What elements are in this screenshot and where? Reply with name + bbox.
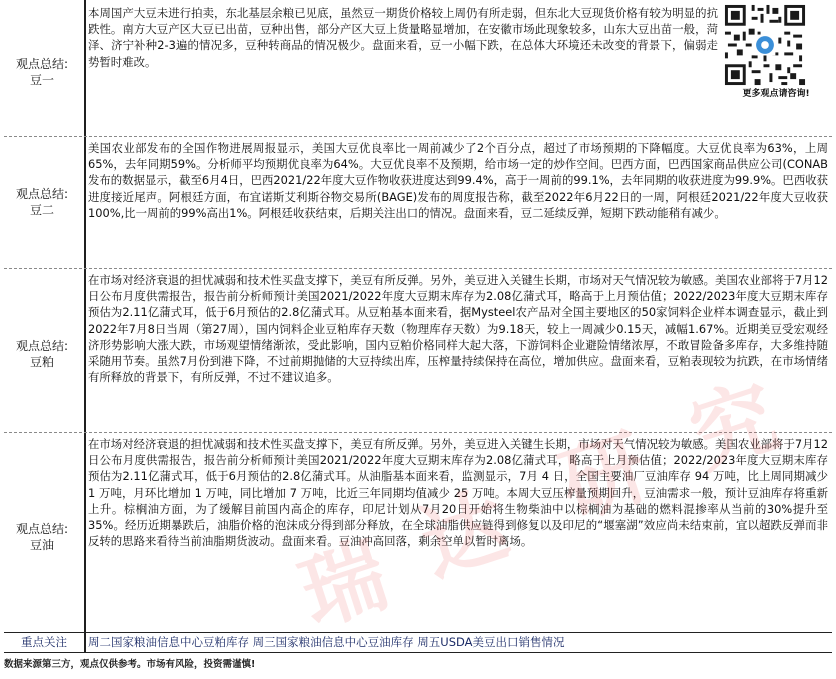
qr-code-icon (722, 2, 808, 88)
column-divider (84, 0, 86, 652)
focus-text: 周二国家粮油信息中心豆粕库存 周三国家粮油信息中心豆油库存 周五USDA美豆出口销售情况 (88, 635, 565, 649)
watermark-char: 达 (408, 474, 520, 595)
row-text-doupo: 在市场对经济衰退的担忧减弱和技术性买盘支撑下，美豆有所反弹。另外，美豆进入关键生长期，市场对天气情况较为敏感。美国农业部将于7月12日公布月度供需报告，报告前分析师预计美国2021/2022年度大豆期末库存为2.08亿蒲式耳，略高于上月预估值；2022/2023年度大豆期末库存预估为2.11亿蒲式耳，低于6月预估的2.8亿蒲式耳。从豆粕基本面来看，据Mysteel农产品对全国主要地区的50家饲料企业样本调查显示，截止到2022年7月8日当周（第27周），国内饲料企业豆粕库存天数（物理库存天数）为9.18天，较上一周减少0.15天，减幅1.67%。近期美豆受宏观经济形势影响大涨大跌，市场观望情绪渐浓，受此影响，国内豆粕价格同样大起大落，下游饲料企业避险情绪浓厚，不敢冒险备多库存，大多维持随采随用节奏。虽然7月份到港下降，不过前期抛储的大豆持续出库，压榨量持续保持在高位，增加供应。盘面来看，豆粕表现较为抗跌，在市场情绪有所释放的背景下，有所反弹，不过不建议追多。 (88, 273, 828, 385)
row-separator (4, 268, 832, 269)
row-label-doupo (4, 338, 80, 370)
row-label-commodity: 豆二 (29, 203, 54, 217)
watermark-char: 研 (548, 416, 660, 537)
row-label-douer (4, 186, 80, 218)
focus-top-border (4, 632, 832, 633)
row-label-title: 观点总结: (15, 57, 69, 71)
row-separator (4, 432, 832, 433)
row-text-douer: 美国农业部发布的全国作物进展周报显示，美国大豆优良率比一周前减少了2个百分点，超过了市场预期的下降幅度。大豆优良率为63%，上周65%，去年同期59%。分析师平均预期优良率为64%。大豆优良率不及预期，给市场一定的炒作空间。巴西方面，巴西国家商品供应公司(CONAB发布的数据显示，截至6月4日，巴西2021/22年度大豆作物收获进度达到99.4%，高于一周前的99.1%，去年同期的收获进度为99.9%。巴西收获进度接近尾声。阿根廷方面，布宜诺斯艾利斯谷物交易所(BAGE)发布的周度报告称，截至2022年6月22日的一周，阿根廷2021/22年度大豆收获100%,比一周前的99%高出1%。阿根廷收获结束，后期关注出口的情况。盘面来看，豆二延续反弹，短期下跌动能稍有减少。 (88, 141, 828, 220)
row-label-title: 观点总结: (15, 187, 69, 201)
focus-bottom-border (4, 652, 832, 653)
row-label-commodity: 豆粕 (29, 355, 54, 369)
disclaimer-footer: 数据来源第三方，观点仅供参考。市场有风险，投资需谨慎! (4, 659, 256, 670)
row-label-commodity: 豆油 (29, 538, 54, 552)
watermark-char: 瑞 (288, 524, 400, 645)
row-label-title: 观点总结: (15, 339, 69, 353)
row-label-douyi (4, 56, 80, 88)
watermark-char: 究 (678, 366, 790, 487)
row-separator (4, 136, 832, 137)
row-text-douyou: 在市场对经济衰退的担忧减弱和技术性买盘支撑下，美豆有所反弹。另外，美豆进入关键生长期，市场对天气情况较为敏感。美国农业部将于7月12日公布月度供需报告，报告前分析师预计美国2021/2022年度大豆期末库存为2.08亿蒲式耳，略高于上月预估值；2022/2023年度大豆期末库存预估为2.11亿蒲式耳，低于6月预估的2.8亿蒲式耳。从油脂基本面来看，监测显示，7月 4 日，全国主要油厂豆油库存 94 万吨，比上周同期减少 1 万吨，月环比增加 1 万吨，同比增加 7 万吨，比近三年同期均值减少 25 万吨。本周大豆压榨量预期回升，豆油需求一般，预计豆油库存将重新上升。棕榈油方面，为了缓解目前国内高企的库存，印尼计划从7月20日开始将生物柴油中以棕榈油为基础的燃料混掺率从当前的30%提升至35%。经历近期暴跌后，油脂价格的泡沫成分得到部分释放，在全球油脂供应链得到修复以及印尼的“堰塞湖”效应尚未结束前，宜以超跌反弹而非反转的思路来看待当前油脂期货波动。盘面来看。豆油冲高回落，剩余空单以暂时离场。 (88, 437, 828, 549)
row-label-douyou (4, 521, 80, 553)
focus-label: 重点关注 (21, 635, 67, 649)
row-text-douyi: 本周国产大豆未进行拍卖，东北基层余粮已见底，虽然豆一期货价格较上周仍有所走弱，但东北大豆现货价格有较为明显的抗跌性。南方大豆产区大豆已出苗，豆种出售，部分产区大豆上货量略显增加，在安徽市场此现象较多，山东大豆出苗一般，菏泽、济宁补种2-3遍的情况多，豆种转商品的情况极少。盘面来看，豆一小幅下跌，在总体大环境还未改变的背景下，偏弱走势暂时难改。 (88, 6, 718, 69)
qr-caption: 更多观点请咨询! (742, 89, 810, 99)
row-label-title: 观点总结: (15, 522, 69, 536)
row-label-commodity: 豆一 (29, 73, 54, 87)
